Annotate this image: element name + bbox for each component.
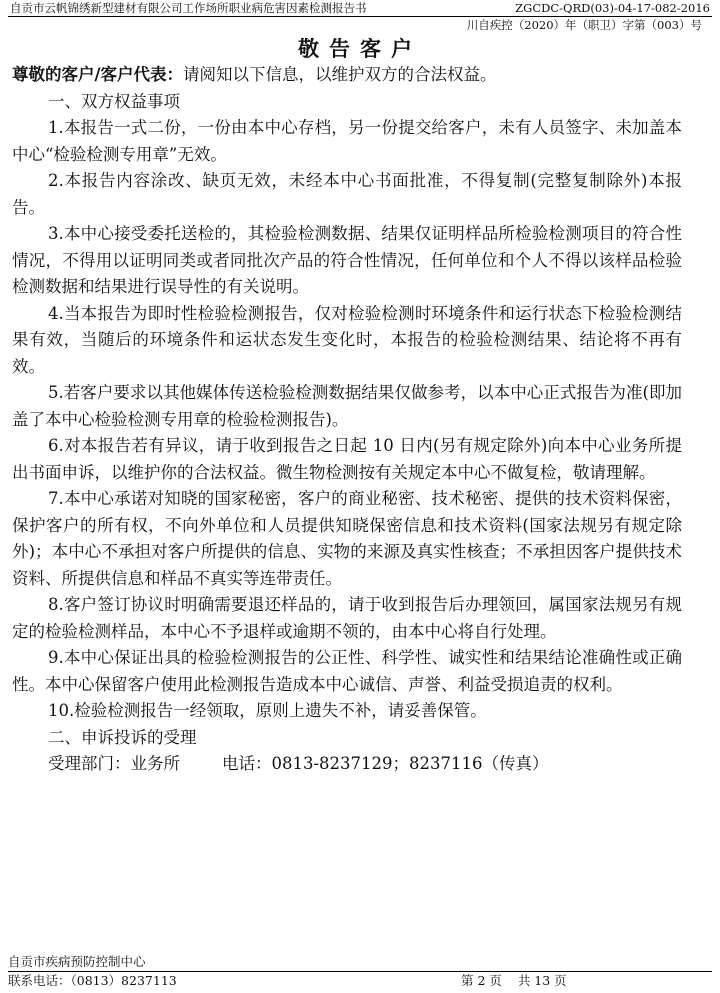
footer-phone: 联系电话：（0813）8237113 (8, 973, 177, 988)
salutation: 尊敬的客户/客户代表： (12, 65, 184, 84)
section-heading-complaints: 二、申诉投诉的受理 (48, 727, 197, 747)
notice-item-5: 5.若客户要求以其他媒体传送检验检测数据结果仅做参考，以本中心正式报告为准(即加盖了本中心检验检测专用章的检验检测报告)。 (12, 383, 682, 429)
contact-line (12, 751, 682, 778)
notice-item-10: 10.检验检测报告一经领取，原则上遗失不补，请妥善保管。 (48, 701, 487, 720)
dept-name: 业务所 (130, 754, 180, 773)
report-code: ZGCDC-QRD(03)-04-17-082-2016 (515, 1, 710, 15)
page-numbering (461, 973, 567, 989)
document-number: 川自疾控（2020）年（职卫）字第（003）号 (466, 18, 702, 32)
notice-item-3: 3.本中心接受委托送检的，其检验检测数据、结果仅证明样品所检验检测项目的符合性情况，不得用以证明同类或者同批次产品的符合性情况，任何单位和个人不得以该样品检验检测数据和结果进行误导性的有关说明。 (12, 224, 682, 296)
notice-item-8: 8.客户签订协议时明确需要退还样品的，请于收到报告后办理领回，属国家法规另有规定的检验检测样品，本中心不予退样或逾期不领的，由本中心将自行处理。 (12, 595, 682, 641)
intro-text: 请阅知以下信息，以维护双方的合法权益。 (183, 65, 497, 84)
page-total: 共 13 页 (517, 973, 567, 988)
section-heading-rights: 一、双方权益事项 (48, 91, 180, 111)
page-footer (8, 973, 712, 989)
phone-label: 电话： (221, 754, 272, 773)
page-title: 敬告客户 (298, 36, 422, 61)
notice-item-6: 6.对本报告若有异议，请于收到报告之日起 10 日内(另有规定除外)向本中心业务所提出书面申诉，以维护你的合法权益。微生物检测按有关规定本中心不做复检，敬请理解。 (12, 436, 682, 482)
notice-item-2: 2.本报告内容涂改、缺页无效，未经本中心书面批准，不得复制(完整复制除外)本报告。 (12, 171, 682, 217)
footer-organization: 自贡市疾病预防控制中心 (8, 954, 146, 969)
notice-item-7: 7.本中心承诺对知晓的国家秘密，客户的商业秘密、技术秘密、提供的技术资料保密，保护客户的所有权，不向外单位和人员提供知晓保密信息和技术资料(国家法规另有规定除外)；本中心不承担对客户所提供的信息、实物的来源及真实性核查；不承担因客户提供技术资料、所提供信息和样品不真实等连带责任。 (12, 489, 682, 588)
notice-item-9: 9.本中心保证出具的检验检测报告的公正性、科学性、诚实性和结果结论准确性或正确性。本中心保留客户使用此检测报告造成本中心诚信、声誉、利益受损追责的权利。 (12, 648, 682, 694)
page-header (10, 0, 710, 16)
notice-body (12, 62, 682, 778)
report-title-header: 自贡市云帆锦绣新型建材有限公司工作场所职业病危害因素检测报告书 (10, 1, 367, 15)
page-number: 第 2 页 (461, 973, 502, 988)
notice-item-1: 1.本报告一式二份，一份由本中心存档，另一份提交给客户，未有人员签字、未加盖本中心“检验检测专用章”无效。 (12, 118, 682, 164)
dept-label: 受理部门： (48, 754, 131, 773)
intro-line (12, 62, 682, 89)
phone-number: 0813-8237129；8237116（传真） (271, 754, 549, 773)
notice-item-4: 4.当本报告为即时性检验检测报告，仅对检验检测时环境条件和运行状态下检验检测结果有效，当随后的环境条件和运状态发生变化时，本报告的检验检测结果、结论将不再有效。 (12, 303, 682, 376)
footer-rule (8, 971, 712, 972)
